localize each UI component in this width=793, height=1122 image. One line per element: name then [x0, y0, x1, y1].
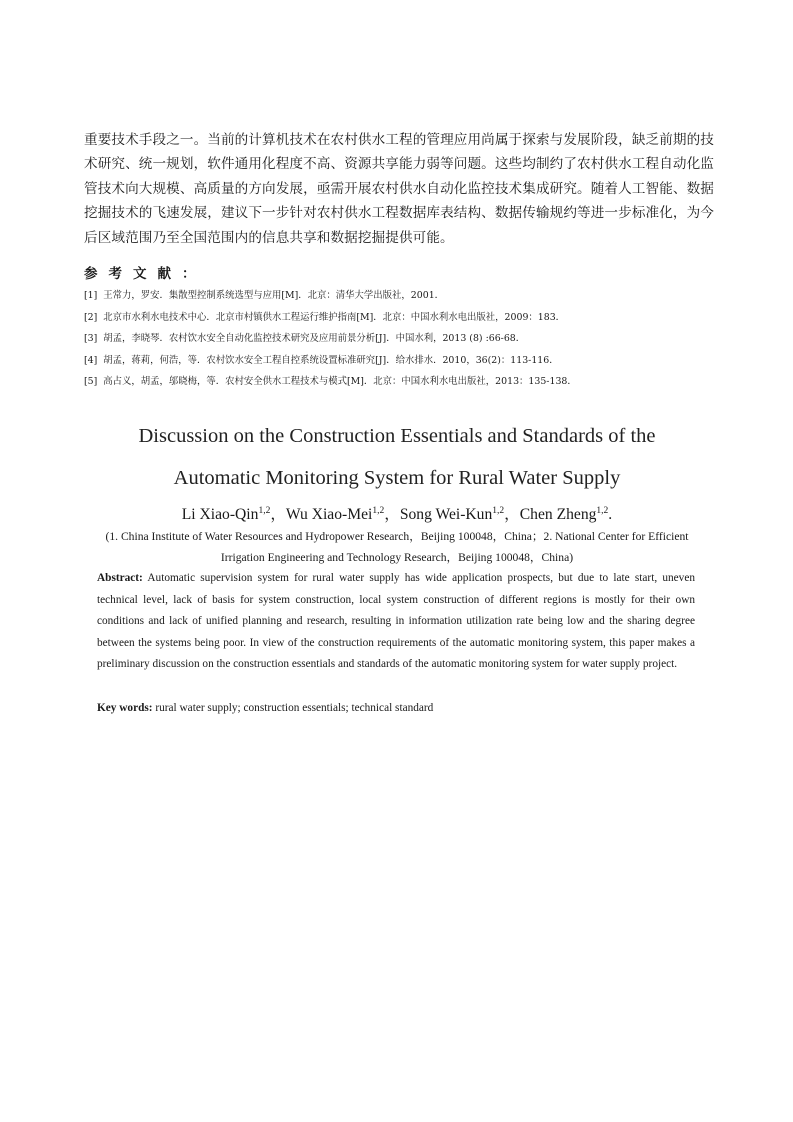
author-list	[84, 502, 710, 524]
english-title-line-2: Automatic Monitoring System for Rural Water Supply	[173, 467, 621, 489]
author-affiliation-mark: 1,2	[372, 506, 385, 516]
reference-number: [1]	[84, 290, 98, 301]
reference-text: 胡孟，李晓琴．农村饮水安全自动化监控技术研究及应用前景分析[J]．中国水利，2013 (8) :66-68．	[103, 333, 526, 345]
reference-item	[84, 285, 724, 307]
reference-item	[84, 371, 724, 393]
author-separator: ，	[270, 506, 286, 523]
reference-number: [3]	[84, 333, 98, 345]
reference-number: [5]	[84, 376, 98, 388]
keywords-label: Key words:	[97, 702, 153, 714]
author-name: Wu Xiao-Mei	[285, 506, 373, 523]
reference-item	[84, 328, 724, 350]
abstract	[97, 568, 695, 676]
abstract-label: Abstract:	[97, 572, 143, 584]
author-separator: ，	[384, 506, 400, 523]
author-separator: .	[608, 506, 613, 523]
abstract-text: Automatic supervision system for rural water supply has wide application prospects, but due to late start, uneven technical level, lack of basis for system construction, local system construction of different regions is mostly for their own conditions and lack of unified planning and research, resulting in information utilization rate being low and the sharing degree between the systems being poor. In view of the construction requirements of the automatic monitoring system, this paper makes a preliminary discussion on the construction essentials and standards of the automatic monitoring system for water supply project.	[97, 572, 695, 671]
reference-text: 胡孟，蒋莉，何浩，等．农村饮水安全工程自控系统设置标准研究[J]．给水排水．2010，36(2)：113-116．	[103, 354, 559, 366]
affiliation-line-2: Irrigation Engineering and Technology Research，Beijing 100048，China)	[220, 551, 574, 564]
author-affiliation-mark: 1,2	[258, 506, 271, 516]
author-name: Chen Zheng	[519, 506, 597, 523]
affiliation-line-1: (1. China Institute of Water Resources and Hydropower Research，Beijing 100048，China；2. National Center for Efficient	[105, 530, 689, 543]
author-affiliation-mark: 1,2	[596, 506, 609, 516]
author-affiliation-mark: 1,2	[492, 506, 505, 516]
reference-text: 北京市水利水电技术中心．北京市村镇供水工程运行维护指南[M]．北京：中国水利水电出版社，2009：183．	[103, 311, 566, 323]
author-name: Li Xiao-Qin	[181, 506, 259, 523]
keywords	[97, 699, 695, 717]
english-title-line-1: Discussion on the Construction Essentials and Standards of the	[138, 425, 656, 447]
references-heading: 参考文献：	[84, 266, 207, 282]
reference-number: [2]	[84, 311, 98, 323]
body-paragraph: 重要技术手段之一。当前的计算机技术在农村供水工程的管理应用尚属于探索与发展阶段，缺乏前期的技术研究、统一规划，软件通用化程度不高、资源共享能力弱等问题。这些均制约了农村供水工程自动化监管技术向大规模、高质量的方向发展，亟需开展农村供水自动化监控技术集成研究。随着人工智能、数据挖掘技术的飞速发展，建议下一步针对农村供水工程数据库表结构、数据传输规约等进一步标准化，为今后区域范围乃至全国范围内的信息共享和数据挖掘提供可能。	[84, 132, 714, 246]
reference-number: [4]	[84, 354, 98, 366]
reference-text: 高占义，胡孟，邬晓梅，等．农村安全供水工程技术与模式[M]．北京：中国水利水电出版社，2013：135-138．	[103, 376, 577, 388]
keywords-text: rural water supply; construction essentials; technical standard	[152, 702, 434, 714]
reference-text: 王常力，罗安．集散型控制系统选型与应用[M]．北京：清华大学出版社，2001．	[103, 290, 445, 301]
author-name: Song Wei-Kun	[399, 506, 493, 523]
references-list	[84, 285, 724, 393]
author-separator: ，	[504, 506, 520, 523]
reference-item	[84, 350, 724, 372]
reference-item	[84, 307, 724, 329]
